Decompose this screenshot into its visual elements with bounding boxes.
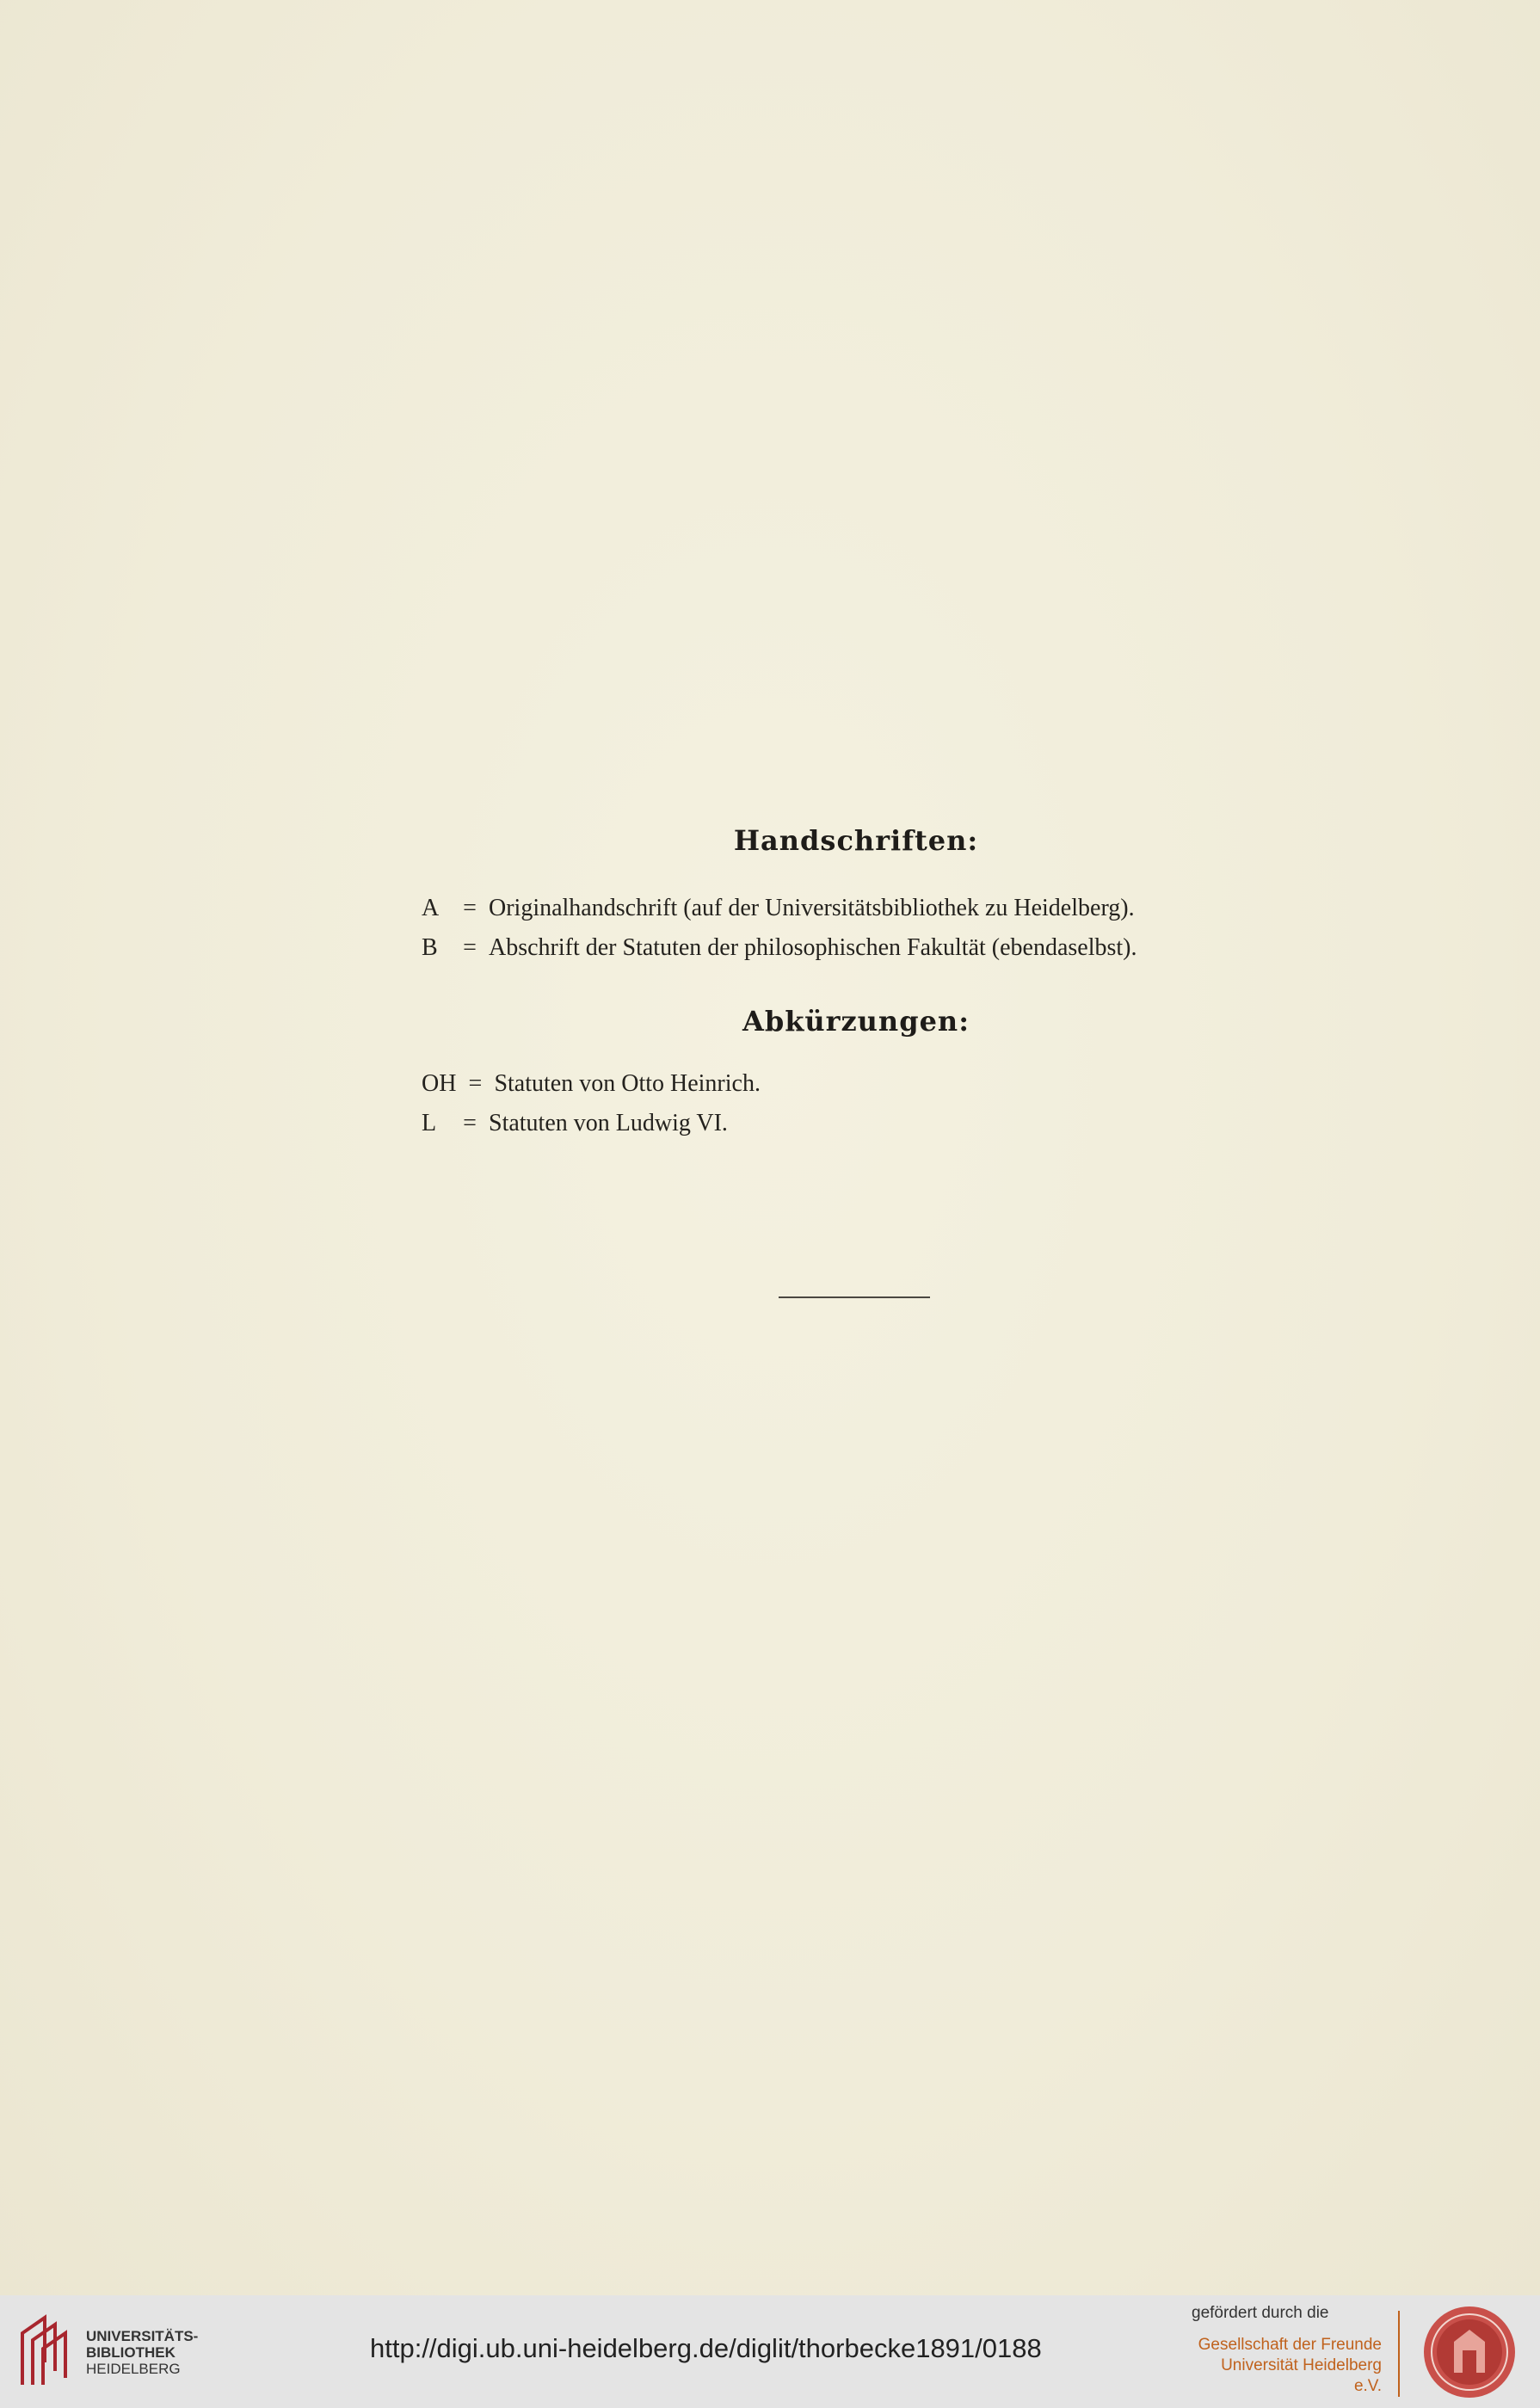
sponsor-line-1: Gesellschaft der Freunde [1198,2336,1382,2354]
heading-manuscripts: Handschriften: [733,824,979,857]
entry-abbreviation: OH [422,1070,457,1097]
equals-sign: = [468,1070,483,1097]
entry-text: Statuten von Otto Heinrich. [494,1070,761,1097]
library-line-3: HEIDELBERG [86,2361,181,2377]
library-name [86,2328,198,2377]
library-line-1: UNIVERSITÄTS- [86,2328,199,2344]
entry-abbreviation: A [422,895,440,921]
university-library-logo-icon [15,2311,76,2390]
university-seal-icon [1421,2304,1518,2400]
sponsor-label: gefördert durch die [1192,2304,1329,2322]
sponsor-line-2: Universität Heidelberg e.V. [1221,2356,1382,2395]
equals-sign: = [463,895,477,921]
library-line-2: BIBLIOTHEK [86,2344,176,2361]
entry-text: Statuten von Ludwig VI. [489,1110,728,1136]
equals-sign: = [463,934,477,961]
footer-bar [0,2295,1540,2408]
abbreviation-entry-l [422,1110,728,1137]
permalink-url[interactable]: http://digi.ub.uni-heidelberg.de/diglit/thorbecke1891/0188 [370,2333,1042,2363]
entry-text: Abschrift der Statuten der philosophischen Fakultät (ebendaselbst). [489,934,1137,961]
equals-sign: = [463,1110,477,1136]
entry-abbreviation: B [422,934,438,961]
entry-text: Originalhandschrift (auf der Universitätsbibliothek zu Heidelberg). [489,895,1135,921]
entry-abbreviation: L [422,1110,437,1136]
footer-divider [1398,2311,1400,2397]
manuscript-entry-b [422,934,1137,962]
closing-rule [779,1296,930,1298]
manuscript-entry-a [422,895,1135,922]
abbreviation-entry-oh [422,1070,761,1098]
sponsor-name [1196,2335,1382,2397]
heading-abbreviations: Abkürzungen: [742,1005,970,1038]
